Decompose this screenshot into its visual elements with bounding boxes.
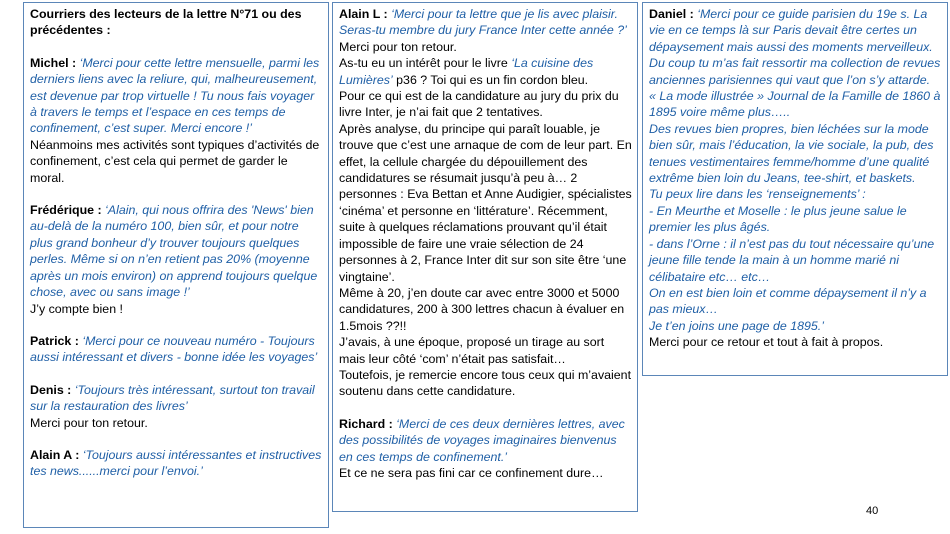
reader-quote: Tu peux lire dans les ‘renseignements’ : <box>649 187 866 202</box>
author-reply: Néanmoins mes activités sont typiques d’activités de confinement, c’est cela qui permet de garder le moral. <box>30 137 320 185</box>
reader-quote: ‘Merci pour ce nouveau numéro - Toujours aussi intéressant et divers - bonne idée les voyages’ <box>30 333 318 365</box>
letters-column-1 <box>23 2 329 528</box>
author-reply: Pour ce qui est de la candidature au jury du prix du livre Inter, je n’ai fait que 2 tentatives. <box>339 89 619 120</box>
author-reply: Après analyse, du principe qui paraît louable, je trouve que c’est une arnaque de com de leur part. En effet, la cellule chargée du dépouillement des candidatures se résumait jusqu’à peu à… 2 personnes : Eva Bettan et Anne Audigier, spécialistes ‘cinéma’ et personne en ‘littérature’. Récemment, suite à quelques réclamations prouvant qu’il était impossible de faire une vraie sélection de 24 personnes à 2, France Inter dit sur son site être ‘une vingtaine’. <box>339 121 632 284</box>
letter-richard <box>339 416 632 465</box>
author-reply: Merci pour ton retour. <box>339 39 457 54</box>
reader-quote: - En Meurthe et Moselle : le plus jeune salue le premier les plus âgés. <box>649 203 907 235</box>
author-reply: Toutefois, je remercie encore tous ceux qui m’avaient soutenu dans cette candidature. <box>339 367 632 399</box>
column-title: Courriers des lecteurs de la lettre N°71 ou des précédentes : <box>30 7 302 38</box>
author-name: Denis : <box>30 382 75 397</box>
reader-quote: ‘Alain, qui nous offrira des 'News' bien au-delà de la numéro 100, bien sûr, et pour notre plus grand bonheur d’y trouver toujours quelques perles. Même si on n’en retient pas 20% (moyenne après un mois environ) on apprend toujours quelque chose, avec ou sans image !’ <box>30 203 318 300</box>
reader-quote: ‘Merci pour cette lettre mensuelle, parmi les derniers liens avec la reliure, qui, malheureusement, est devenue par trop virtuelle ! Tu nous fais voyager à travers le temps et l’espace en ces temps de confinement, c’est super. Merci encore !’ <box>30 55 320 136</box>
reader-quote: ‘Merci pour ce guide parisien du 19e s. La vie en ce temps là sur Paris devait être certes un dépaysement mais aussi des moments merveilleux. Du coup tu m’as fait ressortir ma collection de revues anciennes parisiennes qui vaut que l’on s’y attarde. <box>649 7 941 87</box>
letter-alain-a <box>30 447 323 480</box>
author-reply <box>339 55 632 88</box>
author-reply: J’y compte bien ! <box>30 301 123 316</box>
letter-patrick <box>30 333 323 366</box>
author-name: Alain L : <box>339 7 392 21</box>
letter-denis <box>30 382 323 415</box>
author-name: Patrick : <box>30 333 83 348</box>
letter-alain-l <box>339 6 632 39</box>
author-reply: Merci pour ce retour et tout à fait à propos. <box>649 335 884 350</box>
author-name: Alain A : <box>30 447 83 462</box>
author-reply: Même à 20, j’en doute car avec entre 3000 et 5000 candidatures, 200 à 300 lettres chacun à évaluer en 1.5mois ??!! <box>339 285 625 333</box>
letter-michel <box>30 55 323 137</box>
reply-text: p36 ? Toi qui es un fin cordon bleu. <box>392 72 589 87</box>
letters-column-3 <box>642 2 948 376</box>
author-reply: J’avais, à une époque, proposé un tirage au sort mais leur côté ‘com’ n’était pas satisfait… <box>339 335 605 366</box>
reader-quote: ‘Toujours très intéressant, surtout ton travail sur la restauration des livres’ <box>30 382 315 414</box>
author-name: Michel : <box>30 55 80 70</box>
reader-quote: Je t’en joins une page de 1895.’ <box>649 318 824 333</box>
reader-quote: - dans l’Orne : il n’est pas du tout nécessaire qu’une jeune fille tende la main à un homme marié ni célibataire etc… etc… <box>649 236 935 284</box>
letters-column-2 <box>332 2 638 512</box>
page-number: 40 <box>866 505 879 517</box>
author-name: Richard : <box>339 416 397 431</box>
reader-quote: « La mode illustrée » Journal de la Famille de 1860 à 1895 voire même plus….. <box>649 89 941 120</box>
author-name: Daniel : <box>649 7 698 21</box>
book-title: ‘La cuisine des Lumières’ <box>339 56 594 87</box>
reader-quote: ‘Toujours aussi intéressantes et instructives tes news......merci pour l’envoi.’ <box>30 447 322 479</box>
author-name: Frédérique : <box>30 203 106 218</box>
reader-quote: On en est bien loin et comme dépaysement il n’y a pas mieux… <box>649 285 927 317</box>
reader-quote: ‘Merci pour ta lettre que je lis avec plaisir. Seras-tu membre du jury France Inter cette année ?’ <box>339 7 627 38</box>
author-reply: Et ce ne sera pas fini car ce confinement dure… <box>339 465 604 480</box>
letter-frederique <box>30 202 323 300</box>
reader-quote: Des revues bien propres, bien léchées sur la mode bien sûr, mais l’éducation, la vie sociale, la pub, des tenues vestimentaires femme/homme d’une qualité extrême bien loin du Jeans, tee-shirt, et baskets. <box>649 121 934 186</box>
reader-quote: ‘Merci de ces deux dernières lettres, avec des possibilités de voyages imaginaires bienvenus en ces temps de confinement.’ <box>339 416 625 464</box>
reply-text: As-tu eu un intérêt pour le livre <box>339 56 512 71</box>
author-reply: Merci pour ton retour. <box>30 415 148 430</box>
letter-daniel <box>649 6 942 88</box>
